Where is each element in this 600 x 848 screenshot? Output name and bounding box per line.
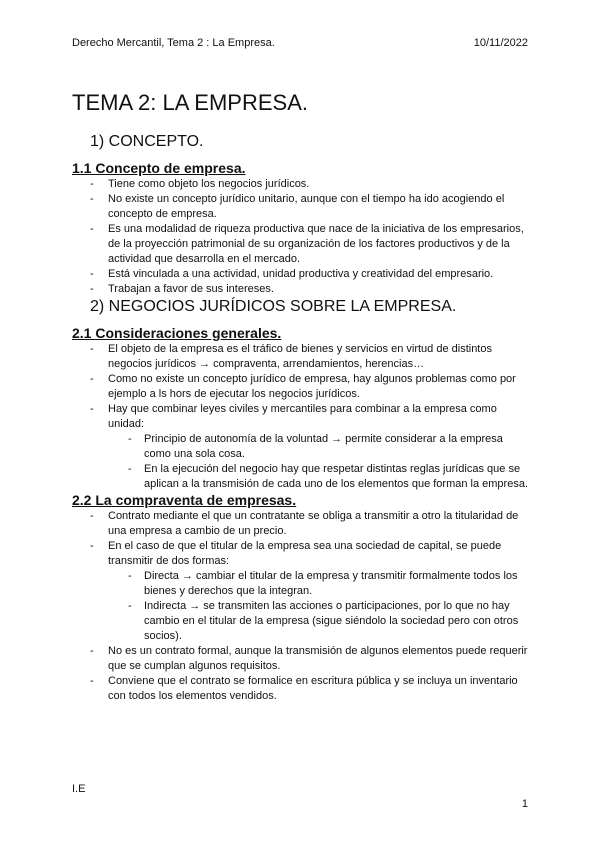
list-item: - No es un contrato formal, aunque la transmisión de algunos elementos puede requerir que se cumplan algunos requisitos. xyxy=(72,644,528,674)
sub-list-item: - En la ejecución del negocio hay que respetar distintas reglas jurídicas que se aplican a la transmisión de cada uno de los elementos que forman la empresa. xyxy=(72,462,528,492)
sub-list-item: - Indirecta → se transmiten las acciones o participaciones, por lo que no hay cambio en el titular de la empresa (sigue siéndolo la sociedad pero con otros socios). xyxy=(72,599,528,644)
document-body xyxy=(72,90,528,704)
list-item: - Tiene como objeto los negocios jurídicos. xyxy=(72,177,528,192)
list-item: - No existe un concepto jurídico unitario, aunque con el tiempo ha ido acogiendo el concepto de empresa. xyxy=(72,192,528,222)
header-document-title: Derecho Mercantil, Tema 2 : La Empresa. xyxy=(72,37,275,49)
list-item: - Trabajan a favor de sus intereses. xyxy=(72,282,528,297)
list-item: - Es una modalidad de riqueza productiva que nace de la iniciativa de los empresarios, de la proyección patrimonial de su organización de los factores productivos y de la actividad que desarrolla en el mercado. xyxy=(72,222,528,267)
list-item: - Está vinculada a una actividad, unidad productiva y creatividad del empresario. xyxy=(72,267,528,282)
sub-list-item: - Principio de autonomía de la voluntad → permite considerar a la empresa como una sola cosa. xyxy=(72,432,528,462)
page-number: 1 xyxy=(521,798,528,810)
sub-bullet-list-2-2 xyxy=(72,569,528,644)
bullet-list-2-1 xyxy=(72,342,528,432)
bullet-list-1-1 xyxy=(72,177,528,297)
subsection-heading-1-1: 1.1 Concepto de empresa. xyxy=(72,160,246,176)
page-title: TEMA 2: LA EMPRESA. xyxy=(72,90,308,115)
list-item: - El objeto de la empresa es el tráfico de bienes y servicios en virtud de distintos negocios jurídicos → compraventa, arrendamientos, herencias… xyxy=(72,342,528,372)
list-item: - Contrato mediante el que un contratante se obliga a transmitir a otro la titularidad de una empresa a cambio de un precio. xyxy=(72,509,528,539)
subsection-heading-2-1: 2.1 Consideraciones generales. xyxy=(72,325,282,341)
section-heading-negocios: 2) NEGOCIOS JURÍDICOS SOBRE LA EMPRESA. xyxy=(90,298,457,315)
header-date: 10/11/2022 xyxy=(473,37,528,49)
footer-initials: I.E xyxy=(72,783,86,795)
list-item: - Como no existe un concepto jurídico de empresa, hay algunos problemas como por ejemplo a ls hors de ejecutar los negocios jurídicos. xyxy=(72,372,528,402)
section-heading-concepto: 1) CONCEPTO. xyxy=(90,133,204,150)
bullet-list-2-2a xyxy=(72,509,528,569)
list-item: - Hay que combinar leyes civiles y mercantiles para combinar a la empresa como unidad: xyxy=(72,402,528,432)
sub-list-item: - Directa → cambiar el titular de la empresa y transmitir formalmente todos los bienes y derechos que la integran. xyxy=(72,569,528,599)
subsection-heading-2-2: 2.2 La compraventa de empresas. xyxy=(72,492,297,508)
list-item: - Conviene que el contrato se formalice en escritura pública y se incluya un inventario con todos los elementos vendidos. xyxy=(72,674,528,704)
bullet-list-2-2b xyxy=(72,644,528,704)
list-item: - En el caso de que el titular de la empresa sea una sociedad de capital, se puede transmitir de dos formas: xyxy=(72,539,528,569)
sub-bullet-list-2-1 xyxy=(72,432,528,492)
